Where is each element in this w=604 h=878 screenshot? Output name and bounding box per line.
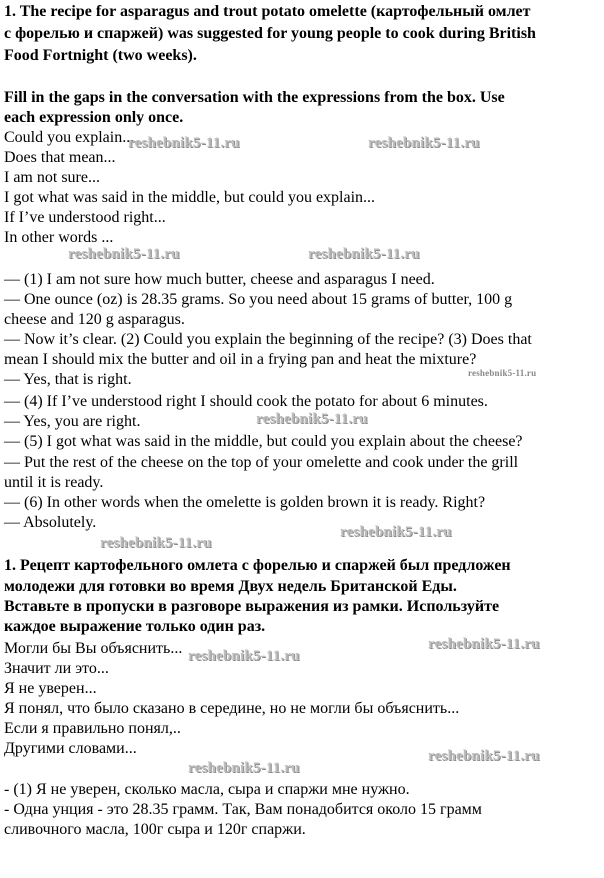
dialogue-line: mean I should mix the butter and oil in a frying pan and heat the mixture? — [4, 351, 477, 368]
watermark: reshebnik5-11.ru — [308, 246, 420, 262]
watermark: reshebnik5-11.ru — [68, 246, 180, 262]
dialogue-line: — Now it’s clear. (2) Could you explain the beginning of the recipe? (3) Does that — [4, 331, 532, 348]
expression-item: I got what was said in the middle, but could you explain... — [4, 189, 376, 206]
watermark: reshebnik5-11.ru — [468, 368, 537, 378]
dialogue-line: — Yes, that is right. — [4, 371, 132, 388]
expression-item: In other words ... — [4, 229, 114, 246]
russian-expression-item: Если я правильно понял,.. — [4, 720, 181, 737]
watermark: reshebnik5-11.ru — [188, 760, 300, 776]
dialogue-line: — Put the rest of the cheese on the top of your omelette and cook under the grill — [4, 454, 519, 471]
dialogue-line: — Absolutely. — [4, 514, 97, 531]
watermark: reshebnik5-11.ru — [188, 648, 300, 664]
dialogue-line: until it is ready. — [4, 474, 104, 491]
watermark: reshebnik5-11.ru — [256, 411, 368, 427]
watermark: reshebnik5-11.ru — [428, 748, 540, 764]
expression-item: Does that mean... — [4, 149, 116, 166]
dialogue-line: — (6) In other words when the omelette is golden brown it is ready. Right? — [4, 494, 486, 511]
dialogue-line: cheese and 120 g asparagus. — [4, 311, 185, 328]
russian-dialogue-line: - (1) Я не уверен, сколько масла, сыра и спаржи мне нужно. — [4, 781, 410, 798]
english-heading-line: 1. The recipe for asparagus and trout potato omelette (картофельный омлет — [4, 3, 531, 20]
english-heading-line: с форелью и спаржей) was suggested for young people to cook during British — [4, 25, 536, 42]
dialogue-line: — One ounce (oz) is 28.35 grams. So you need about 15 grams of butter, 100 g — [4, 291, 513, 308]
task-line: Fill in the gaps in the conversation with the expressions from the box. Use — [4, 89, 505, 106]
english-heading-line: Food Fortnight (two weeks). — [4, 47, 197, 64]
dialogue-line: — (1) I am not sure how much butter, cheese and asparagus I need. — [4, 271, 435, 288]
expression-item: I am not sure... — [4, 169, 100, 186]
russian-heading-line: каждое выражение только один раз. — [4, 618, 266, 635]
expression-item: Could you explain... — [4, 129, 135, 146]
russian-dialogue-line: сливочного масла, 100г сыра и 120г спаржи. — [4, 821, 306, 838]
russian-dialogue-line: - Одна унция - это 28.35 грамм. Так, Вам понадобится около 15 грамм — [4, 801, 482, 818]
russian-expression-item: Другими словами... — [4, 740, 137, 757]
watermark: reshebnik5-11.ru — [428, 636, 540, 652]
dialogue-line: — (5) I got what was said in the middle, but could you explain about the cheese? — [4, 433, 523, 450]
russian-heading-line: молодежи для готовки во время Двух недель Британской Еды. — [4, 578, 457, 595]
russian-heading-line: 1. Рецепт картофельного омлета с форелью и спаржей был предложен — [4, 557, 511, 574]
russian-expression-item: Я не уверен... — [4, 680, 97, 697]
russian-expression-item: Могли бы Вы объяснить... — [4, 640, 183, 657]
russian-expression-item: Значит ли это... — [4, 660, 109, 677]
watermark: reshebnik5-11.ru — [128, 135, 240, 151]
expression-item: If I’ve understood right... — [4, 209, 166, 226]
watermark: reshebnik5-11.ru — [100, 535, 212, 551]
dialogue-line: — (4) If I’ve understood right I should cook the potato for about 6 minutes. — [4, 393, 488, 410]
watermark: reshebnik5-11.ru — [368, 135, 480, 151]
task-line: each expression only once. — [4, 109, 184, 126]
russian-heading-line: Вставьте в пропуски в разговоре выражения из рамки. Используйте — [4, 598, 500, 615]
russian-expression-item: Я понял, что было сказано в середине, но не могли бы объяснить... — [4, 700, 460, 717]
dialogue-line: — Yes, you are right. — [4, 413, 141, 430]
watermark: reshebnik5-11.ru — [340, 524, 452, 540]
